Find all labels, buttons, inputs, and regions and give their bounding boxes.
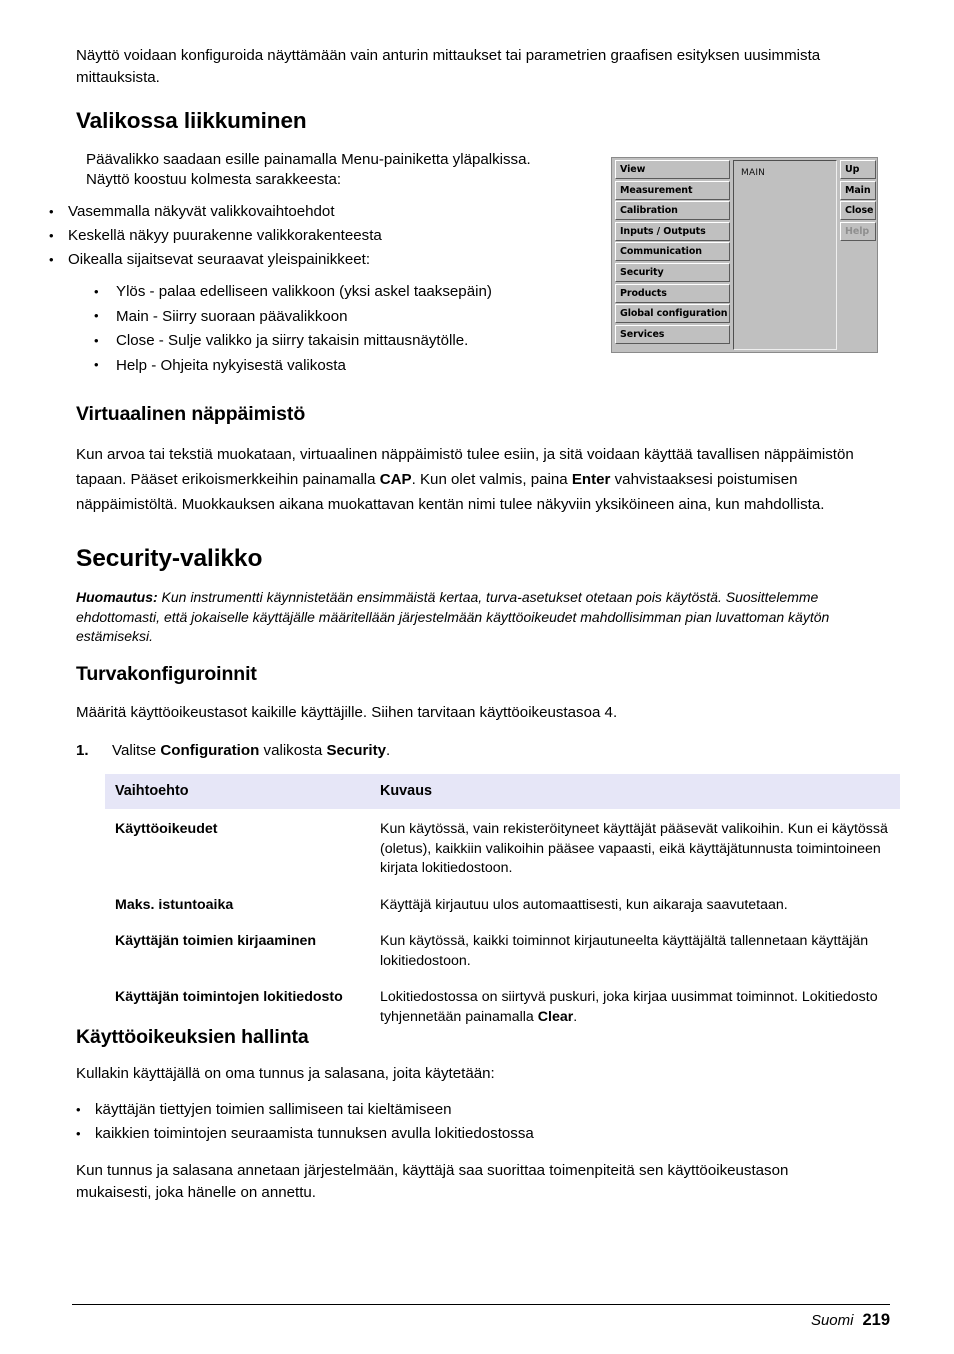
navigation-intro xyxy=(86,150,586,190)
keyboard-bold-enter: Enter xyxy=(571,471,611,488)
navigation-intro-line-1: Päävalikko saadaan esille painamalla Menu-painiketta yläpalkissa. xyxy=(86,151,531,168)
options-table xyxy=(105,774,900,1027)
heading-virtual-keyboard: Virtuaalinen näppäimistö xyxy=(76,403,306,425)
heading-rights-management: Käyttöoikeuksien hallinta xyxy=(76,1026,309,1048)
step-number: 1. xyxy=(76,742,89,759)
column-header-description: Kuvaus xyxy=(370,774,900,809)
column-header-option: Vaihtoehto xyxy=(105,774,370,809)
menu-item-products[interactable]: Products xyxy=(615,284,730,303)
menu-item-calibration[interactable]: Calibration xyxy=(615,201,730,220)
step-text-part-1: Valitse xyxy=(112,742,161,759)
footer xyxy=(811,1311,890,1330)
security-configuration-steps xyxy=(76,740,676,762)
navigation-sub-bullet-list xyxy=(90,280,590,378)
table-row xyxy=(105,921,900,971)
heading-security-configuration: Turvakonfiguroinnit xyxy=(76,663,257,685)
list-item: • Help - Ohjeita nykyisestä valikosta xyxy=(90,354,590,379)
keyboard-text-part-2: . Kun olet valmis, paina xyxy=(411,471,572,488)
row-option: Käyttäjän toimintojen lokitiedosto xyxy=(115,989,343,1005)
table-row xyxy=(105,977,900,1027)
menu-item-security[interactable]: Security xyxy=(615,263,730,282)
list-item xyxy=(76,740,676,762)
menu-button-help: Help xyxy=(840,222,876,241)
security-note xyxy=(76,588,891,647)
menu-item-view[interactable]: View xyxy=(615,160,730,179)
navigation-intro-line-2: Näyttö koostuu kolmesta sarakkeesta: xyxy=(86,171,342,188)
list-item: • Oikealla sijaitsevat seuraavat yleispainikkeet: xyxy=(45,248,565,272)
rights-paragraph: Kullakin käyttäjällä on oma tunnus ja salasana, joita käytetään: xyxy=(76,1065,495,1082)
list-item: • Close - Sulje valikko ja siirry takaisin mittausnäytölle. xyxy=(90,329,590,354)
note-label: Huomautus: xyxy=(76,589,158,605)
row-description-bold-clear: Clear xyxy=(537,1008,574,1025)
note-text: Kun instrumentti käynnistetään ensimmäistä kertaa, turva-asetukset otetaan pois käytöstä. Suosittelemme ehdottomasti, että jokaiselle käyttäjälle määritellään järjestelmään käyttöoikeudet mahdollisimman pian luvattoman käytön estämiseksi. xyxy=(76,589,830,644)
list-item: • kaikkien toimintojen seuraamista tunnuksen avulla lokitiedostossa xyxy=(72,1122,772,1146)
menu-left-column xyxy=(615,160,730,345)
row-description xyxy=(370,977,900,1027)
rights-bullet-list xyxy=(72,1098,772,1146)
list-item: • Ylös - palaa edelliseen valikkoon (yksi askel taaksepäin) xyxy=(90,280,590,305)
row-option: Maks. istuntoaika xyxy=(115,896,234,913)
keyboard-text-part-3: vahvistaaksesi poistumisen näppäimistöltä. Muokkauksen aikana muokattavan kentän nimi tulee näkyviin yksiköineen aina, kun mahdollista. xyxy=(76,471,825,513)
row-description: Käyttäjä kirjautuu ulos automaattisesti, kun aikaraja saavutetaan. xyxy=(380,896,788,913)
list-item: • Keskellä näkyy puurakenne valikkorakenteesta xyxy=(45,224,565,248)
page-number: 219 xyxy=(862,1311,890,1329)
intro-paragraph: Näyttö voidaan konfiguroida näyttämään vain anturin mittaukset tai parametrien graafisen esityksen uusimmista mittauksista. xyxy=(76,47,821,86)
row-description-part-1: Lokitiedostossa on siirtyvä puskuri, joka kirjaa uusimmat toiminnot. Lokitiedosto tyhjennetään painamalla xyxy=(380,989,878,1025)
keyboard-bold-cap: CAP xyxy=(379,471,412,488)
list-item: • käyttäjän tiettyjen toimien sallimiseen tai kieltämiseen xyxy=(72,1098,772,1122)
table-row xyxy=(105,809,900,879)
menu-button-up[interactable]: Up xyxy=(840,160,876,179)
rights-closing-paragraph: Kun tunnus ja salasana annetaan järjestelmään, käyttäjä saa suorittaa toimenpiteitä sen käyttöoikeustason mukaisesti, joka hänelle on annettu. xyxy=(76,1162,789,1201)
table-header-row xyxy=(105,774,900,809)
heading-navigation: Valikossa liikkuminen xyxy=(76,108,307,133)
menu-item-measurement[interactable]: Measurement xyxy=(615,181,730,200)
virtual-keyboard-paragraph xyxy=(76,442,891,517)
menu-item-services[interactable]: Services xyxy=(615,325,730,344)
footer-divider xyxy=(72,1304,890,1305)
row-option: Käyttäjän toimien kirjaaminen xyxy=(115,933,317,949)
menu-screenshot-figure xyxy=(611,157,878,353)
menu-right-column xyxy=(840,160,876,242)
step-text-part-3: . xyxy=(386,742,391,759)
menu-tree-column xyxy=(733,160,837,350)
list-item: • Main - Siirry suoraan päävalikkoon xyxy=(90,305,590,330)
table-row xyxy=(105,885,900,916)
menu-item-global-configuration[interactable]: Global configuration xyxy=(615,304,730,323)
footer-language: Suomi xyxy=(810,1312,854,1329)
menu-button-main[interactable]: Main xyxy=(840,181,876,200)
menu-item-communication[interactable]: Communication xyxy=(615,242,730,261)
security-configuration-paragraph: Määritä käyttöoikeustasot kaikille käyttäjille. Siihen tarvitaan käyttöoikeustasoa 4. xyxy=(76,704,618,721)
row-description: Kun käytössä, kaikki toiminnot kirjautuneelta käyttäjältä tallennetaan käyttäjän lokitiedostoon. xyxy=(380,933,869,969)
heading-security-menu: Security-valikko xyxy=(76,545,263,572)
menu-button-close[interactable]: Close xyxy=(840,201,876,220)
navigation-bullet-list xyxy=(45,200,565,272)
list-item: • Vasemmalla näkyvät valikkovaihtoehdot xyxy=(45,200,565,224)
row-description: Kun käytössä, vain rekisteröityneet käyttäjät pääsevät valikoihin. Kun ei käytössä (oletus), kaikkiin valikoihin pääsee vapaasti, eikä käyttäjätunnusta toimintoineen kirjata lokitiedostoon. xyxy=(380,821,888,876)
keyboard-text-part-1: Kun arvoa tai tekstiä muokataan, virtuaalinen näppäimistö tulee esiin, ja sitä voidaan käyttää tavallisen näppäimistön tapaan. Pääset erikoismerkkeihin painamalla xyxy=(76,446,854,488)
step-bold-configuration: Configuration xyxy=(160,742,260,759)
menu-item-inputs-outputs[interactable]: Inputs / Outputs xyxy=(615,222,730,241)
row-description-part-2: . xyxy=(573,1008,578,1025)
menu-tree-root-label: MAIN xyxy=(741,168,766,178)
row-option: Käyttöoikeudet xyxy=(115,821,218,837)
step-text-part-2: valikosta xyxy=(259,742,327,759)
step-bold-security: Security xyxy=(326,742,387,759)
